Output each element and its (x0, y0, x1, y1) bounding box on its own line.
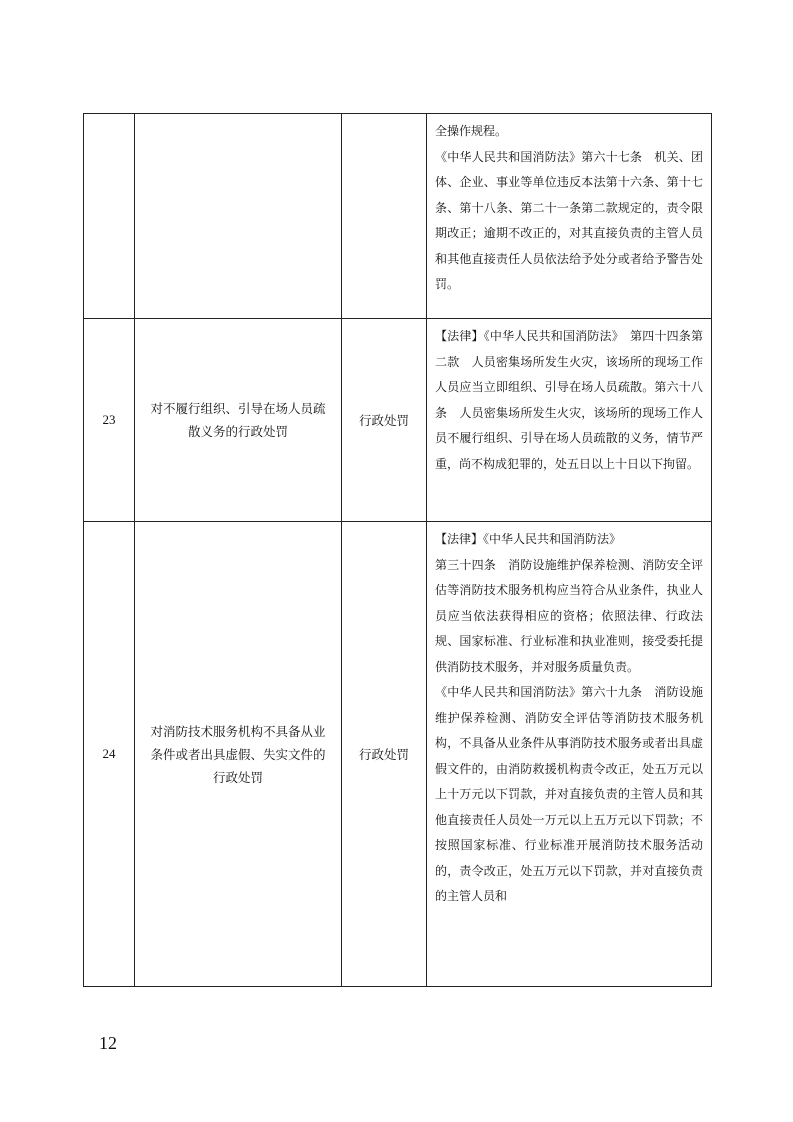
row-number (84, 114, 135, 319)
legal-basis (427, 114, 712, 319)
basis-paragraph: 全操作规程。 (435, 124, 508, 138)
item-name: 对消防技术服务机构不具备从业条件或者出具虚假、失实文件的行政处罚 (135, 522, 342, 987)
basis-paragraph: 【法律】《中华人民共和国消防法》 第四十四条第二款 人员密集场所发生火灾，该场所的现场工作人员应当立即组织、引导在场人员疏散。第六十八条 人员密集场所发生火灾，该场所的现场工作人员不履行组织、引导在场人员疏散的义务，情节严重，尚不构成犯罪的，处五日以上十日以下拘留。 (435, 329, 703, 471)
row-number: 24 (84, 522, 135, 987)
page-number: 12 (99, 1033, 117, 1053)
item-name: 对不履行组织、引导在场人员疏散义务的行政处罚 (135, 319, 342, 522)
legal-basis (427, 522, 712, 987)
regulation-table (83, 113, 712, 987)
row-number: 23 (84, 319, 135, 522)
item-type (342, 114, 427, 319)
legal-basis (427, 319, 712, 522)
table-row (84, 522, 712, 987)
basis-paragraph: 《中华人民共和国消防法》第六十九条 消防设施维护保养检测、消防安全评估等消防技术服务机构，不具备从业条件从事消防技术服务或者出具虚假文件的，由消防救援机构责令改正，处五万元以上十万元以下罚款，并对直接负责的主管人员和其他直接责任人员处一万元以上五万元以下罚款；不按照国家标准、行业标准开展消防技术服务活动的，责令改正，处五万元以下罚款，并对直接负责的主管人员和 (435, 685, 703, 903)
table-row (84, 114, 712, 319)
basis-paragraph: 【法律】《中华人民共和国消防法》 (435, 532, 622, 546)
basis-paragraph: 第三十四条 消防设施维护保养检测、消防安全评估等消防技术服务机构应当符合从业条件，执业人员应当依法获得相应的资格；依照法律、行政法规、国家标准、行业标准和执业准则，接受委托提供消防技术服务，并对服务质量负责。 (435, 557, 703, 674)
table-row (84, 319, 712, 522)
basis-paragraph: 《中华人民共和国消防法》第六十七条 机关、团体、企业、事业等单位违反本法第十六条、第十七条、第十八条、第二十一条第二款规定的，责令限期改正；逾期不改正的，对其直接负责的主管人员和其他直接责任人员依法给予处分或者给予警告处罚。 (435, 149, 703, 291)
item-name (135, 114, 342, 319)
item-type: 行政处罚 (342, 319, 427, 522)
item-type: 行政处罚 (342, 522, 427, 987)
